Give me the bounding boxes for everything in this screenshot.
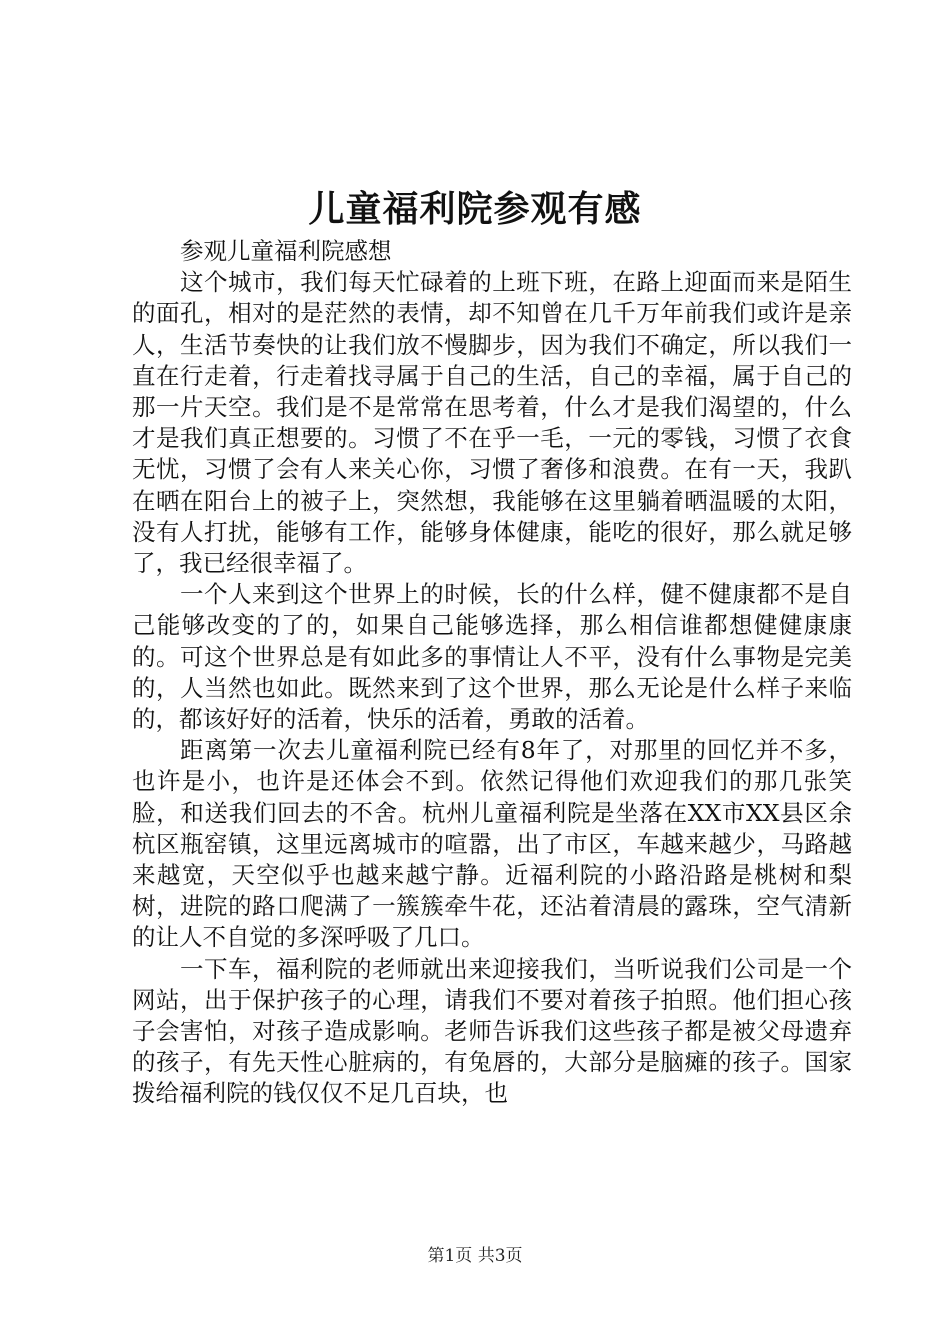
paragraph: 这个城市，我们每天忙碌着的上班下班，在路上迎面而来是陌生的面孔，相对的是茫然的表情，却不知曾在几千万年前我们或许是亲人，生活节奏快的让我们放不慢脚步，因为我们不确定，所以我们一直在行走着，行走着找寻属于自己的生活，自己的幸福，属于自己的那一片天空。我们是不是常常在思考着，什么才是我们渴望的，什么才是我们真正想要的。习惯了不在乎一毛，一元的零钱，习惯了衣食无忧，习惯了会有人来关心你，习惯了奢侈和浪费。在有一天，我趴在晒在阳台上的被子上，突然想，我能够在这里躺着晒温暖的太阳，没有人打扰，能够有工作，能够身体健康，能吃的很好，那么就足够了，我已经很幸福了。 <box>132 268 852 578</box>
paragraph: 一个人来到这个世界上的时候，长的什么样，健不健康都不是自己能够改变的了的，如果自己能够选择，那么相信谁都想健健康康的。可这个世界总是有如此多的事情让人不平，没有什么事物是完美的，人当然也如此。既然来到了这个世界，那么无论是什么样子来临的，都该好好的活着，快乐的活着，勇敢的活着。 <box>132 580 852 734</box>
paragraph: 一下车，福利院的老师就出来迎接我们，当听说我们公司是一个网站，出于保护孩子的心理，请我们不要对着孩子拍照。他们担心孩子会害怕，对孩子造成影响。老师告诉我们这些孩子都是被父母遗弃的孩子，有先天性心脏病的，有兔唇的，大部分是脑瘫的孩子。国家拨给福利院的钱仅仅不足几百块，也 <box>132 954 852 1108</box>
document-body <box>132 236 852 1110</box>
document-title: 儿童福利院参观有感 <box>308 188 642 230</box>
page-footer: 第1页 共3页 <box>427 1246 523 1266</box>
document-subtitle: 参观儿童福利院感想 <box>180 237 392 265</box>
paragraph: 距离第一次去儿童福利院已经有8年了，对那里的回忆并不多，也许是小，也许是还体会不到。依然记得他们欢迎我们的那几张笑脸，和送我们回去的不舍。杭州儿童福利院是坐落在XX市XX县区余杭区瓶窑镇，这里远离城市的喧嚣，出了市区，车越来越少，马路越来越宽，天空似乎也越来越宁静。近福利院的小路沿路是桃树和梨树，进院的路口爬满了一簇簇牵牛花，还沾着清晨的露珠，空气清新的让人不自觉的多深呼吸了几口。 <box>132 736 852 952</box>
